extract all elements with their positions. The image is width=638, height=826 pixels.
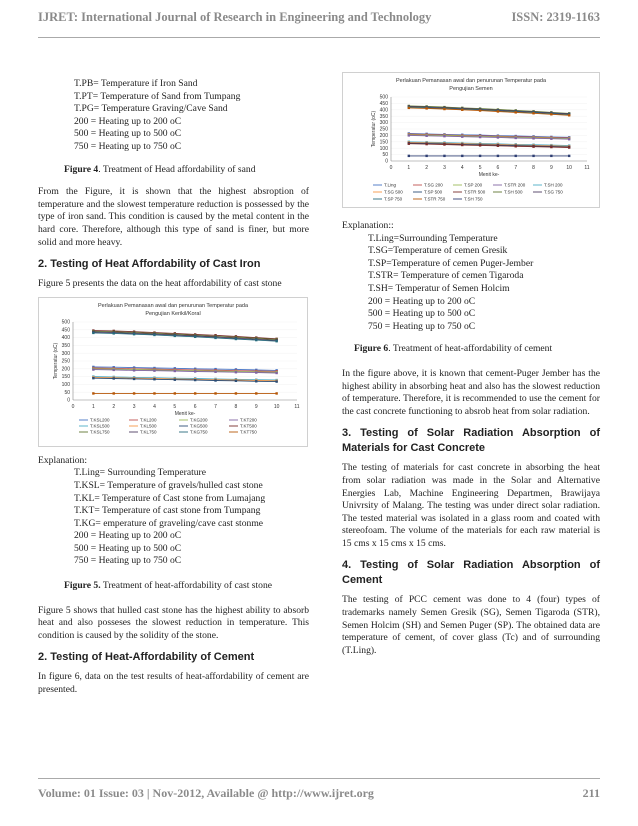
data-point	[550, 113, 552, 115]
y-tick-label: 400	[61, 334, 70, 341]
fig5-caption-label: Figure 5.	[64, 580, 101, 592]
x-tick-label: 9	[254, 403, 258, 410]
x-tick-label: 3	[443, 165, 446, 171]
legend-label: T.KG500	[190, 423, 208, 429]
x-tick-label: 7	[214, 403, 217, 410]
fig6-legend-line: T.SH= Temperatur of Semen Holcim	[368, 282, 510, 294]
chart-title-line: Pengujian Semen	[449, 86, 493, 92]
data-point	[133, 333, 135, 335]
data-point	[214, 370, 216, 372]
legend-label: T.KG200	[190, 417, 208, 423]
fig5-legend	[38, 467, 309, 568]
fig4-legend-line: T.PT= Temperature of Sand from Tumpang	[74, 90, 241, 102]
data-point	[133, 369, 135, 371]
fig5-legend-line: T.KSL= Temperature of gravels/hulled cast stone	[74, 479, 263, 491]
x-tick-label: 2	[425, 165, 429, 171]
footer-volume: Volume: 01 Issue: 03 | Nov-2012, Available @ http://www.ijret.org	[38, 786, 374, 800]
y-tick-label: 250	[61, 358, 70, 365]
data-point	[425, 143, 427, 145]
data-point	[153, 333, 155, 335]
legend-label: T.KG750	[190, 429, 208, 435]
fig4-legend-line: T.PB= Temperature if Iron Sand	[74, 78, 198, 89]
fig6-legend-line: 200 = Heating up to 200 oC	[368, 295, 476, 307]
data-point	[425, 135, 427, 137]
x-tick-label: 10	[273, 403, 280, 410]
x-tick-label: 8	[234, 403, 238, 410]
y-axis-label: Temperatur (oC)	[371, 110, 377, 148]
data-point	[479, 144, 481, 146]
data-point	[497, 136, 499, 138]
data-point	[113, 392, 115, 394]
y-tick-label: 150	[379, 139, 388, 146]
legend-label: T.KT750	[240, 429, 257, 435]
data-point	[275, 340, 277, 342]
legend-label: T.SG 500	[384, 189, 403, 195]
data-point	[92, 331, 94, 333]
data-point	[153, 369, 155, 371]
data-point	[235, 392, 237, 394]
y-tick-label: 500	[61, 319, 70, 326]
data-point	[550, 155, 552, 157]
section-heading: 2. Testing of Heat Affordability of Cast Iron	[38, 258, 261, 271]
data-point	[194, 392, 196, 394]
data-point	[92, 377, 94, 379]
figure5-svg	[39, 298, 307, 446]
data-point	[113, 368, 115, 370]
y-tick-label: 300	[61, 350, 70, 357]
fig6-legend-line: T.SP=Temperature of cemen Puger-Jember	[368, 257, 534, 269]
legend-label: T.SP 750	[384, 196, 403, 202]
fig4-caption-label: Figure 4	[64, 163, 99, 175]
y-tick-label: 350	[379, 113, 388, 120]
data-point	[174, 392, 176, 394]
fig6-caption-label: Figure 6	[354, 343, 389, 355]
paragraph: The testing of PCC cement was done to 4 (four) types of trademarks namely Semen Gresik (SG), Semen Tigaroda (STR), Semen Holcim (SH) and Semen Puger (SP). The obtained data are temperature of cement, of cover glass (Tc) and of surrounding (T.Ling).	[342, 594, 600, 656]
fig5-legend-line: 750 = Heating up to 750 oC	[74, 555, 182, 567]
data-point	[550, 138, 552, 140]
data-point	[515, 145, 517, 147]
data-point	[214, 392, 216, 394]
chart-title-line: Perlakuan Pemanasan awal dan penurunan Temperatur pada	[395, 78, 547, 84]
data-point	[461, 144, 463, 146]
data-point	[479, 136, 481, 138]
legend-label: T.KL750	[140, 429, 157, 435]
legend-label: T.KSL200	[90, 417, 110, 423]
fig4-legend-line: 750 = Heating up to 750 oC	[74, 140, 182, 152]
x-tick-label: 8	[532, 165, 535, 171]
fig5-legend-line: T.KG= emperature of graveling/cave cast stonme	[74, 517, 264, 529]
section-heading: 4. Testing of Solar Radiation Absorption of Cement	[342, 559, 600, 587]
data-point	[443, 108, 445, 110]
issn: ISSN: 2319-1163	[511, 10, 600, 24]
paragraph: Figure 5 shows that hulled cast stone has the highest ability to absorb heat and also posseses the slowest reduction in temperature. This condition is caused by the solidity of the stone.	[38, 604, 309, 641]
data-point	[255, 380, 257, 382]
fig4-caption-text: . Treatment of Head affordability of sand	[98, 163, 256, 175]
data-point	[194, 370, 196, 372]
figure6-chart	[342, 72, 600, 208]
data-point	[532, 155, 534, 157]
data-point	[443, 155, 445, 157]
page-footer	[38, 786, 600, 801]
data-point	[133, 377, 135, 379]
data-point	[461, 155, 463, 157]
paragraph: The testing of materials for cast concrete in absorbing the heat from solar radiation was made in the Solar and Alternative Energies Lab, Machine Engineering Departmen, Brawijaya Univrsity of Malang. The testing was under direct solar radiation. The tested material was isolated in a glass room and coated with stereofoam. The volume of the materials for each raw material is 15 cms x 15 cms x 15 cms.	[342, 462, 600, 549]
data-point	[532, 137, 534, 139]
data-point	[515, 155, 517, 157]
data-point	[425, 155, 427, 157]
data-point	[497, 145, 499, 147]
y-tick-label: 200	[61, 366, 70, 373]
data-point	[92, 392, 94, 394]
data-point	[568, 138, 570, 140]
legend-label: T.KT200	[240, 417, 257, 423]
data-point	[461, 135, 463, 137]
x-tick-label: 0	[389, 165, 393, 171]
fig4-caption	[64, 164, 309, 177]
fig4-legend-line: T.PG= Temperature Graving/Cave Sand	[74, 103, 228, 115]
data-point	[515, 137, 517, 139]
data-point	[532, 112, 534, 114]
data-point	[174, 334, 176, 336]
page-header	[38, 10, 600, 32]
legend-label: T.SH 750	[464, 196, 483, 202]
y-tick-label: 100	[379, 145, 388, 152]
paragraph: From the Figure, it is shown that the highest absroption of temperature and the slowest temperature reduction is possessed by the type of iron sand. This condition is caused by the metal content in the hard core. Therefore, although this type of sand is finer, but more solid and more heavy.	[38, 186, 309, 248]
data-point	[235, 371, 237, 373]
fig4-legend-line: 200 = Heating up to 200 oC	[74, 115, 182, 127]
data-point	[92, 368, 94, 370]
x-tick-label: 11	[584, 165, 590, 171]
fig5-explanation-label: Explanation:	[38, 454, 88, 466]
legend-label: T.KL200	[140, 417, 157, 423]
x-axis-label: Menit ke-	[478, 172, 500, 178]
x-tick-label: 7	[514, 165, 518, 171]
y-tick-label: 50	[382, 152, 388, 159]
y-tick-label: 450	[61, 327, 70, 334]
data-point	[568, 114, 570, 116]
data-point	[443, 135, 445, 137]
footer-rule	[38, 778, 600, 779]
x-tick-label: 5	[173, 403, 177, 410]
data-point	[174, 378, 176, 380]
x-tick-label: 1	[407, 165, 411, 171]
x-tick-label: 1	[91, 403, 95, 410]
paragraph: Figure 5 presents the data on the heat affordability of cast stone	[38, 278, 282, 290]
y-axis-label: Temperatur (oC)	[53, 342, 59, 379]
data-point	[275, 392, 277, 394]
data-point	[174, 370, 176, 372]
data-point	[479, 109, 481, 111]
y-tick-label: 500	[379, 94, 388, 101]
legend-label: T.KL500	[140, 423, 157, 429]
data-point	[153, 392, 155, 394]
legend-label: T.SG 750	[544, 189, 563, 195]
data-point	[255, 371, 257, 373]
data-point	[255, 392, 257, 394]
fig4-legend-line: 500 = Heating up to 500 oC	[74, 128, 182, 140]
figure5-chart	[38, 297, 308, 447]
chart-title-line: Pengujian Kerikil/Koral	[145, 310, 201, 317]
fig6-legend-line: 500 = Heating up to 500 oC	[368, 308, 476, 320]
data-point	[408, 143, 410, 145]
fig5-legend-line: T.Ling= Surrounding Temperature	[74, 467, 207, 479]
legend-label: T.SP 500	[424, 189, 443, 195]
data-point	[479, 155, 481, 157]
data-point	[568, 155, 570, 157]
y-tick-label: 400	[379, 107, 388, 114]
y-tick-label: 350	[61, 342, 70, 349]
fig6-legend	[342, 233, 600, 334]
paragraph: In the figure above, it is known that cement-Puger Jember has the highest ability in absorbing heat and also has the slowest reduction of temperature. Therefore, it is recommended to use the cement for the cast concrete functioning to absrob heat from solar radiation.	[342, 367, 600, 417]
y-tick-label: 300	[379, 120, 388, 127]
data-point	[275, 372, 277, 374]
fig6-legend-line: 750 = Heating up to 750 oC	[368, 320, 476, 332]
fig6-legend-line: T.Ling=Surrounding Temperature	[368, 232, 498, 244]
data-point	[550, 146, 552, 148]
data-point	[194, 379, 196, 381]
fig6-legend-line: T.STR= Temperature of cemen Tigaroda	[368, 270, 524, 282]
fig6-caption	[354, 343, 600, 356]
section-heading: 2. Testing of Heat-Affordability of Cement	[38, 651, 255, 664]
data-point	[235, 338, 237, 340]
y-tick-label: 0	[67, 397, 70, 404]
fig4-legend	[38, 78, 309, 154]
fig6-caption-text: . Treatment of heat-affordability of cement	[388, 343, 553, 355]
legend-label: T.Ling	[384, 182, 397, 188]
data-point	[408, 155, 410, 157]
data-point	[214, 379, 216, 381]
legend-label: T.SH 500	[504, 189, 523, 195]
fig5-legend-line: 500 = Heating up to 500 oC	[74, 542, 182, 554]
figure6-svg	[343, 73, 599, 207]
fig5-legend-line: T.KT= Temperature of cast stone from Tumpang	[74, 505, 261, 517]
data-point	[275, 380, 277, 382]
x-tick-label: 3	[132, 403, 136, 410]
legend-label: T.KT500	[240, 423, 257, 429]
left-column	[38, 78, 309, 705]
data-point	[255, 339, 257, 341]
data-point	[425, 107, 427, 109]
data-point	[194, 335, 196, 337]
y-tick-label: 50	[64, 389, 70, 396]
data-point	[113, 377, 115, 379]
x-axis-label: Menit ke-	[174, 410, 196, 417]
page-number: 211	[582, 786, 600, 800]
data-point	[568, 146, 570, 148]
data-point	[532, 145, 534, 147]
fig5-legend-line: T.KL= Temperature of Cast stone from Lumajang	[74, 492, 266, 504]
data-point	[214, 336, 216, 338]
x-tick-label: 6	[496, 165, 500, 171]
data-point	[461, 109, 463, 111]
legend-label: T.STR 200	[504, 182, 526, 188]
data-point	[497, 155, 499, 157]
fig5-caption	[64, 580, 309, 593]
paragraph: In figure 6, data on the test results of heat-affordability of cement are presented.	[38, 671, 309, 696]
x-tick-label: 9	[549, 165, 553, 171]
y-tick-label: 100	[61, 381, 70, 388]
data-point	[408, 107, 410, 109]
fig5-legend-line: 200 = Heating up to 200 oC	[74, 530, 182, 542]
data-point	[443, 143, 445, 145]
data-point	[497, 110, 499, 112]
x-tick-label: 5	[478, 165, 482, 171]
data-point	[515, 111, 517, 113]
x-tick-label: 0	[71, 403, 75, 410]
journal-title: IJRET: International Journal of Research in Engineering and Technology	[38, 10, 432, 24]
data-point	[133, 392, 135, 394]
y-tick-label: 0	[385, 158, 388, 165]
y-tick-label: 150	[61, 373, 70, 380]
legend-label: T.KSL750	[90, 429, 110, 435]
data-point	[153, 378, 155, 380]
right-column	[342, 72, 600, 665]
x-tick-label: 11	[294, 403, 300, 410]
legend-label: T.SG 200	[424, 182, 443, 188]
legend-label: T.SH 200	[544, 182, 563, 188]
data-point	[113, 332, 115, 334]
x-tick-label: 6	[193, 403, 197, 410]
legend-label: T.STR 750	[424, 196, 446, 202]
data-point	[408, 134, 410, 136]
fig6-explanation-label: Explanation::	[342, 220, 394, 231]
data-point	[235, 379, 237, 381]
header-rule	[38, 37, 600, 38]
y-tick-label: 450	[379, 101, 388, 107]
fig5-caption-text: Treatment of heat-affordability of cast stone	[100, 580, 273, 592]
x-tick-label: 2	[112, 403, 116, 410]
y-tick-label: 200	[379, 133, 388, 139]
x-tick-label: 4	[460, 165, 464, 171]
section-heading: 3. Testing of Solar Radiation Absorption of Materials for Cast Concrete	[342, 427, 600, 455]
x-tick-label: 4	[153, 403, 156, 410]
fig6-legend-line: T.SG=Temperature of cemen Gresik	[368, 245, 508, 257]
legend-label: T.STR 500	[464, 189, 486, 195]
chart-title-line: Perlakuan Pemanasan awal dan penurunan Temperatur pada	[97, 302, 249, 309]
y-tick-label: 250	[379, 126, 388, 133]
legend-label: T.KSL500	[90, 423, 110, 429]
legend-label: T.SP 200	[464, 182, 483, 188]
x-tick-label: 10	[566, 165, 572, 171]
